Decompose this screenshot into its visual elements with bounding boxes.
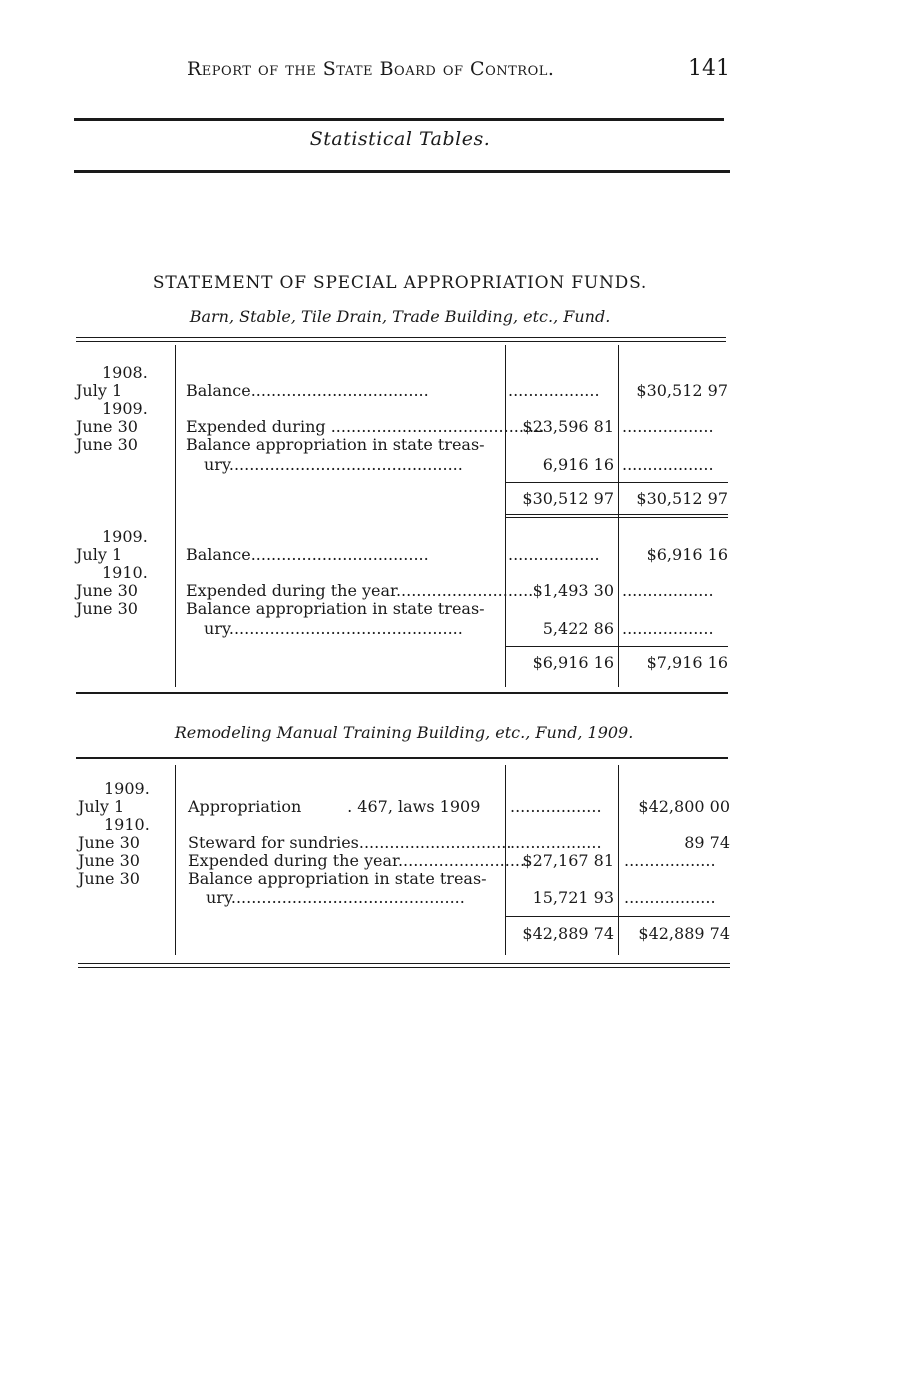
page-number: 141 bbox=[688, 56, 730, 81]
table1-subtitle: Barn, Stable, Tile Drain, Trade Building, etc., Fund. bbox=[189, 307, 611, 326]
table1-desc: ury.............................................. bbox=[204, 455, 463, 474]
table1-top-rule bbox=[76, 337, 726, 342]
table2-desc: Balance appropriation in state treas- bbox=[188, 869, 487, 888]
table2-c2-leader: .................. bbox=[624, 888, 716, 907]
table1-c2: $30,512 97 bbox=[636, 381, 728, 400]
running-head: Report of the State Board of Control. bbox=[187, 58, 555, 80]
table2-c1-leader: .................. bbox=[510, 833, 602, 852]
table1-bottom-rule bbox=[76, 692, 728, 694]
table2-total: $42,889 74 bbox=[638, 924, 730, 943]
table2-date: June 30 bbox=[78, 833, 140, 852]
table2-desc: Steward for sundries.............................. bbox=[188, 833, 512, 852]
table1-c2-leader: .................. bbox=[622, 619, 714, 638]
header-rule-top bbox=[74, 118, 724, 121]
statement-title: STATEMENT OF SPECIAL APPROPRIATION FUNDS. bbox=[152, 273, 648, 293]
table1-total: $30,512 97 bbox=[522, 489, 614, 508]
table1-date: 1909. bbox=[102, 399, 148, 418]
table2-desc: Appropriation . 467, laws 1909 bbox=[188, 797, 481, 816]
table1-desc: Expended during the year........................... bbox=[186, 581, 534, 600]
table1-c2-leader: .................. bbox=[622, 581, 714, 600]
table2-date: 1910. bbox=[104, 815, 150, 834]
table2-top-rule bbox=[76, 757, 728, 759]
table1-sum-rule bbox=[505, 482, 728, 483]
table1-desc: Expended during .......................................... bbox=[186, 417, 545, 436]
table2-total: $42,889 74 bbox=[522, 924, 614, 943]
table1-c2-leader: .................. bbox=[622, 417, 714, 436]
table2-date: June 30 bbox=[78, 869, 140, 888]
table1-c1: $23,596 81 bbox=[522, 417, 614, 436]
table1-date: June 30 bbox=[76, 435, 138, 454]
table2-desc: ury.............................................. bbox=[206, 888, 465, 907]
table2-desc: Expended during the year.......................... bbox=[188, 851, 531, 870]
table2-c2: 89 74 bbox=[684, 833, 730, 852]
table1-divider-date bbox=[175, 345, 176, 687]
table1-c1-leader: .................. bbox=[508, 381, 600, 400]
table1-total: $30,512 97 bbox=[636, 489, 728, 508]
table1-desc: Balance appropriation in state treas- bbox=[186, 599, 485, 618]
table1-date: July 1 bbox=[76, 545, 123, 564]
table1-date: June 30 bbox=[76, 417, 138, 436]
table1-desc: Balance................................... bbox=[186, 381, 429, 400]
table2-divider-col1 bbox=[618, 765, 619, 955]
table1-c1-leader: .................. bbox=[508, 545, 600, 564]
table2-c1: 15,721 93 bbox=[532, 888, 614, 907]
table2-c1: $27,167 81 bbox=[522, 851, 614, 870]
table1-total: $7,916 16 bbox=[646, 653, 728, 672]
table1-date: June 30 bbox=[76, 599, 138, 618]
table2-date: 1909. bbox=[104, 779, 150, 798]
table1-c2-leader: .................. bbox=[622, 455, 714, 474]
table2-bottom-rule bbox=[78, 963, 730, 968]
table2-subtitle: Remodeling Manual Training Building, etc., Fund, 1909. bbox=[174, 723, 634, 742]
table2-date: June 30 bbox=[78, 851, 140, 870]
table2-c2: $42,800 00 bbox=[638, 797, 730, 816]
table2-c1-leader: .................. bbox=[510, 797, 602, 816]
table1-date: 1909. bbox=[102, 527, 148, 546]
table1-c1: $1,493 30 bbox=[532, 581, 614, 600]
table1-date: July 1 bbox=[76, 381, 123, 400]
table2-c2-leader: .................. bbox=[624, 851, 716, 870]
section-heading: Statistical Tables. bbox=[309, 128, 491, 150]
table1-desc: Balance appropriation in state treas- bbox=[186, 435, 485, 454]
header-rule-bottom bbox=[74, 170, 730, 173]
table1-desc: Balance................................... bbox=[186, 545, 429, 564]
table1-c2: $6,916 16 bbox=[646, 545, 728, 564]
table1-total: $6,916 16 bbox=[532, 653, 614, 672]
table1-c1: 6,916 16 bbox=[542, 455, 614, 474]
table1-date: 1908. bbox=[102, 363, 148, 382]
table2-sum-rule bbox=[505, 916, 730, 917]
table1-date: 1910. bbox=[102, 563, 148, 582]
table2-divider-date bbox=[175, 765, 176, 955]
table1-date: June 30 bbox=[76, 581, 138, 600]
table1-sum-rule bbox=[505, 646, 728, 647]
table2-date: July 1 bbox=[78, 797, 125, 816]
table1-c1: 5,422 86 bbox=[542, 619, 614, 638]
table1-total-rule bbox=[505, 514, 728, 518]
table1-desc: ury.............................................. bbox=[204, 619, 463, 638]
